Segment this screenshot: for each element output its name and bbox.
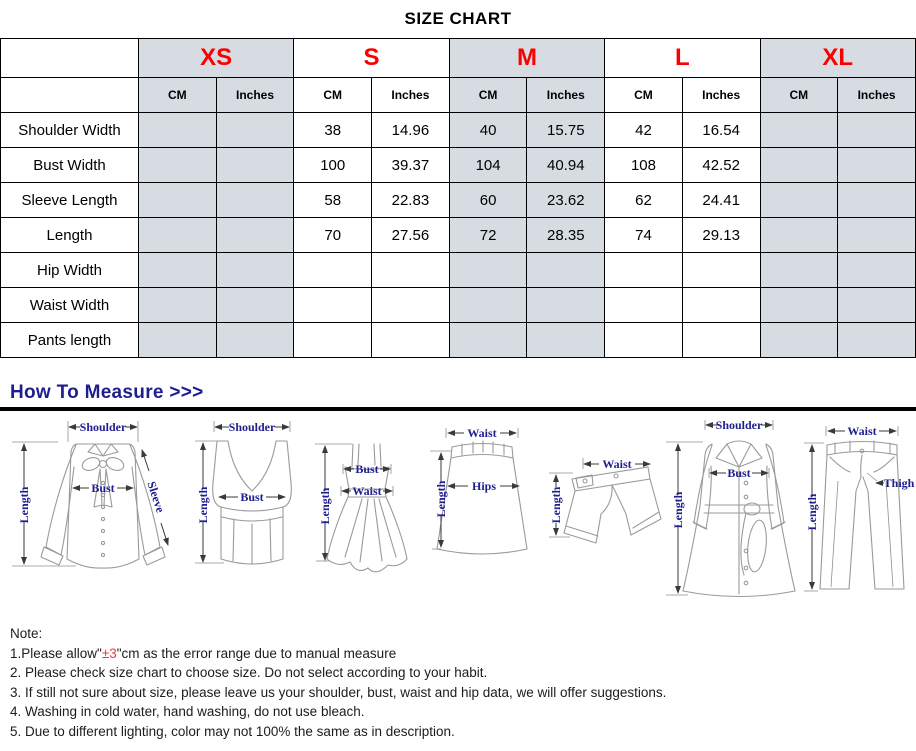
corner-cell xyxy=(1,78,139,113)
cell xyxy=(838,288,916,323)
row-label: Waist Width xyxy=(1,288,139,323)
coat-shoulder-label: Shoulder xyxy=(715,418,763,432)
cell xyxy=(216,218,294,253)
pants-thigh-label: Thigh xyxy=(883,476,915,490)
skirt-hips-label: Hips xyxy=(471,479,497,493)
unit-header-cm: CM xyxy=(760,78,838,113)
unit-header-inches: Inches xyxy=(216,78,294,113)
cell xyxy=(216,253,294,288)
cell: 60 xyxy=(449,183,527,218)
cell xyxy=(294,253,372,288)
pants-waist-label: Waist xyxy=(847,424,877,438)
cell xyxy=(838,183,916,218)
cell: 40 xyxy=(449,113,527,148)
cell xyxy=(682,288,760,323)
cell xyxy=(294,288,372,323)
cell: 100 xyxy=(294,148,372,183)
corner-cell xyxy=(1,39,139,78)
dress-waist-label: Waist xyxy=(352,484,382,498)
cell: 62 xyxy=(605,183,683,218)
size-header-m: M xyxy=(449,39,604,78)
cell: 108 xyxy=(605,148,683,183)
cell xyxy=(838,253,916,288)
tank-shoulder-label: Shoulder xyxy=(228,420,276,434)
cell: 15.75 xyxy=(527,113,605,148)
notes-section xyxy=(0,616,916,741)
cell xyxy=(216,323,294,358)
row-label: Shoulder Width xyxy=(1,113,139,148)
cell xyxy=(449,253,527,288)
dress-diagram xyxy=(315,444,407,572)
cell xyxy=(760,148,838,183)
note-1-post: "cm as the error range due to manual measure xyxy=(116,645,397,661)
row-label: Pants length xyxy=(1,323,139,358)
how-to-measure-label: How To Measure xyxy=(10,382,164,403)
cell xyxy=(838,113,916,148)
row-label: Hip Width xyxy=(1,253,139,288)
cell xyxy=(760,323,838,358)
size-header-xs: XS xyxy=(139,39,294,78)
skirt-waist-label: Waist xyxy=(467,426,497,440)
cell: 38 xyxy=(294,113,372,148)
cell xyxy=(449,288,527,323)
note-item-1 xyxy=(10,644,906,664)
cell: 58 xyxy=(294,183,372,218)
cell: 14.96 xyxy=(372,113,450,148)
cell: 29.13 xyxy=(682,218,760,253)
size-header-row xyxy=(1,39,916,78)
table-row-waist-width xyxy=(1,288,916,323)
cell xyxy=(139,288,217,323)
size-header-s: S xyxy=(294,39,449,78)
dress-length-label: Length xyxy=(318,487,332,525)
size-table xyxy=(0,38,916,358)
note-item-3: 3. If still not sure about size, please leave us your shoulder, bust, waist and hip data, we will offer suggestions. xyxy=(10,684,667,700)
size-header-xl: XL xyxy=(760,39,916,78)
cell: 42 xyxy=(605,113,683,148)
unit-header-row xyxy=(1,78,916,113)
cell xyxy=(760,113,838,148)
cell xyxy=(760,288,838,323)
cell xyxy=(372,288,450,323)
cell xyxy=(527,253,605,288)
cell xyxy=(605,323,683,358)
cell xyxy=(216,183,294,218)
cell xyxy=(682,323,760,358)
cell xyxy=(372,253,450,288)
coat-length-label: Length xyxy=(671,491,685,529)
unit-header-cm: CM xyxy=(605,78,683,113)
unit-header-cm: CM xyxy=(294,78,372,113)
table-row-bust-width xyxy=(1,148,916,183)
cell: 28.35 xyxy=(527,218,605,253)
note-item-5: 5. Due to different lighting, color may not 100% the same as in description. xyxy=(10,723,455,739)
cell: 104 xyxy=(449,148,527,183)
cell: 40.94 xyxy=(527,148,605,183)
unit-header-inches: Inches xyxy=(838,78,916,113)
cell xyxy=(838,218,916,253)
tank-length-label: Length xyxy=(196,486,210,524)
shorts-diagram xyxy=(549,457,661,543)
cell xyxy=(139,113,217,148)
unit-header-cm: CM xyxy=(139,78,217,113)
coat-bust-label: Bust xyxy=(727,466,751,480)
cell xyxy=(139,323,217,358)
note-1-pre: 1.Please allow" xyxy=(10,645,102,661)
unit-header-inches: Inches xyxy=(372,78,450,113)
tank-top-diagram xyxy=(195,420,291,564)
skirt-length-label: Length xyxy=(434,480,448,518)
cell xyxy=(139,253,217,288)
dress-bust-label: Bust xyxy=(355,462,379,476)
cell: 39.37 xyxy=(372,148,450,183)
table-row-shoulder-width xyxy=(1,113,916,148)
cell xyxy=(139,218,217,253)
notes-heading: Note: xyxy=(10,626,43,641)
cell xyxy=(216,288,294,323)
pants-diagram xyxy=(804,424,915,591)
how-to-measure-heading xyxy=(0,382,916,407)
cell xyxy=(372,323,450,358)
cell xyxy=(216,113,294,148)
cell xyxy=(605,288,683,323)
blouse-bust-label: Bust xyxy=(91,481,115,495)
cell xyxy=(838,148,916,183)
cell: 72 xyxy=(449,218,527,253)
cell xyxy=(760,253,838,288)
blouse-length-label: Length xyxy=(17,486,31,524)
cell xyxy=(760,183,838,218)
note-item-4: 4. Washing in cold water, hand washing, do not use bleach. xyxy=(10,704,365,719)
cell xyxy=(682,253,760,288)
blouse-sleeve-label: Sleeve xyxy=(144,479,168,515)
cell: 24.41 xyxy=(682,183,760,218)
blouse-diagram xyxy=(12,420,168,568)
size-header-l: L xyxy=(605,39,760,78)
table-row-sleeve-length xyxy=(1,183,916,218)
cell xyxy=(527,323,605,358)
cell: 42.52 xyxy=(682,148,760,183)
cell xyxy=(449,323,527,358)
unit-header-inches: Inches xyxy=(682,78,760,113)
cell: 16.54 xyxy=(682,113,760,148)
cell xyxy=(527,288,605,323)
note-item-2: 2. Please check size chart to choose size. Do not select according to your habit. xyxy=(10,665,488,680)
cell: 74 xyxy=(605,218,683,253)
cell xyxy=(139,148,217,183)
cell xyxy=(838,323,916,358)
row-label: Sleeve Length xyxy=(1,183,139,218)
note-1-tolerance: ±3 xyxy=(101,645,117,661)
table-row-length xyxy=(1,218,916,253)
cell: 27.56 xyxy=(372,218,450,253)
blouse-shoulder-label: Shoulder xyxy=(79,420,127,434)
unit-header-cm: CM xyxy=(449,78,527,113)
coat-diagram xyxy=(666,418,795,597)
cell: 70 xyxy=(294,218,372,253)
cell xyxy=(294,323,372,358)
row-label: Bust Width xyxy=(1,148,139,183)
cell xyxy=(760,218,838,253)
cell: 23.62 xyxy=(527,183,605,218)
pants-length-label: Length xyxy=(805,493,819,531)
page-title: SIZE CHART xyxy=(404,9,512,28)
cell xyxy=(605,253,683,288)
cell xyxy=(139,183,217,218)
chevrons-icon: >>> xyxy=(169,382,204,403)
cell xyxy=(216,148,294,183)
skirt-diagram xyxy=(430,426,527,554)
table-row-pants-length xyxy=(1,323,916,358)
row-label: Length xyxy=(1,218,139,253)
tank-bust-label: Bust xyxy=(240,490,264,504)
measurement-diagrams xyxy=(0,411,916,616)
table-row-hip-width xyxy=(1,253,916,288)
shorts-length-label: Length xyxy=(549,486,563,524)
unit-header-inches: Inches xyxy=(527,78,605,113)
shorts-waist-label: Waist xyxy=(602,457,632,471)
cell: 22.83 xyxy=(372,183,450,218)
